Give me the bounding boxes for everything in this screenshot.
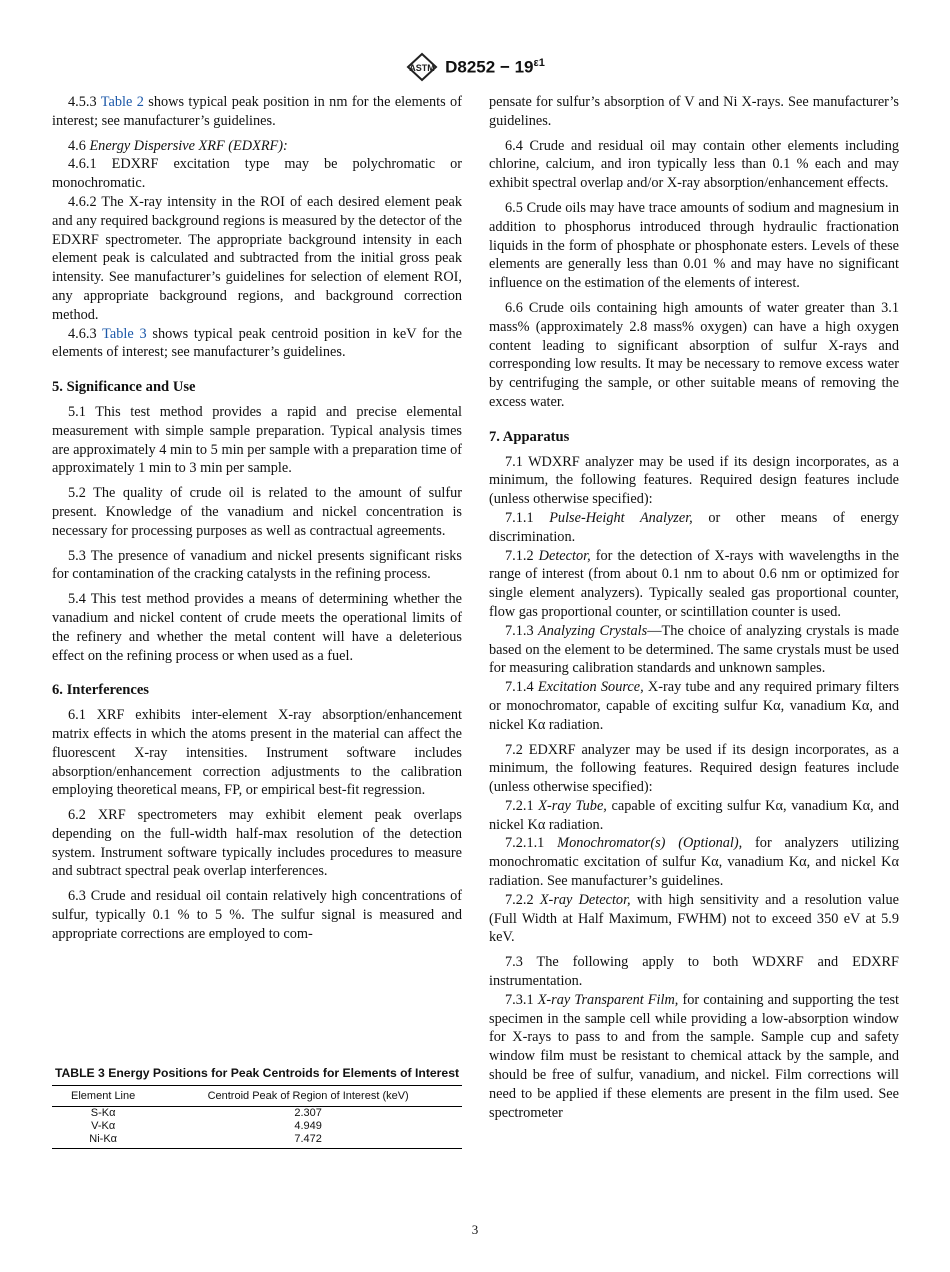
para-7-3-1: 7.3.1 X-ray Transparent Film, for containing and supporting the test specimen in the sample cell while providing a low-absorption window for X-rays to pass to and from the sample. Sample cup and safety window film must be resistant to chemical attack by the sample, and should be free of sulfur, vanadium, and nickel. Film corrections will need to be applied if these elements are present in the film used. See spectrometer xyxy=(489,991,900,1121)
para-7-2-1: 7.2.1 X-ray Tube, capable of exciting sulfur Kα, vanadium Kα, and nickel Kα radiation. xyxy=(489,797,899,833)
para-7-1-3: 7.1.3 Analyzing Crystals—The choice of analyzing crystals is made based on the element to be determined. The same crystals must be used for measuring calibration standards and unknown samples. xyxy=(489,622,899,677)
section-6-heading: 6. Interferences xyxy=(52,682,149,699)
section-5-heading: 5. Significance and Use xyxy=(52,379,196,396)
para-4-6-2: 4.6.2 The X-ray intensity in the ROI of each desired element peak and any required background regions is measured by the detector of the EDXRF spectrometer. The appropriate background intensity in each element peak is calculated and subtracted from the initial gross peak intensity. See manufacturer’s guidelines for selection of element ROI, any appropriate background regions, and background correction method. xyxy=(52,193,462,323)
table-row xyxy=(52,1120,462,1133)
para-7-1-4: 7.1.4 Excitation Source, X-ray tube and any required primary filters or monochromator, capable of exciting sulfur Kα, vanadium Kα, and nickel Kα radiation. xyxy=(489,679,900,733)
para-6-2: 6.2 XRF spectrometers may exhibit element peak overlaps depending on the full-width half-max resolution of the detection system. Instrument software typically includes procedures to measure and subtract spectral peak overlap interferences. xyxy=(52,807,462,880)
para-7-1: 7.1 WDXRF analyzer may be used if its design incorporates, as a minimum, the following features. Required design features include (unless otherwise specified): xyxy=(489,453,899,508)
page-header xyxy=(0,52,950,82)
table-3-header-centroid: Centroid Peak of Region of Interest (keV) xyxy=(154,1086,462,1107)
para-6-1: 6.1 XRF exhibits inter-element X-ray absorption/enhancement matrix effects in which the atoms present in the material can affect the fluorescent X-ray intensities. Instrument software includes absorption/enhancement correction adjustments to the calibration employing theoretical means, FP, or empirical best-fit regression. xyxy=(52,707,462,799)
table-3 xyxy=(52,1066,462,1149)
para-5-2: 5.2 The quality of crude oil is related to the amount of sulfur present. Knowledge of the vanadium and nickel concentration is necessary for processing purposes as well as contractual agreements. xyxy=(52,485,462,539)
para-5-3: 5.3 The presence of vanadium and nickel presents significant risks for contamination of the cracking catalysts in the refining process. xyxy=(52,547,462,583)
left-column xyxy=(52,93,462,944)
para-6-3: 6.3 Crude and residual oil contain relatively high concentrations of sulfur, typically 0.1 % to 5 %. The sulfur signal is measured and appropriate corrections are employed to com- xyxy=(52,888,462,942)
para-6-3-continued: pensate for sulfur’s absorption of V and Ni X-rays. See manufacturer’s guidelines. xyxy=(489,94,899,129)
para-7-2-2: 7.2.2 X-ray Detector, with high sensitivity and a resolution value (Full Width at Half Maximum, FWHM) not to exceed 350 eV at 5.9 keV. xyxy=(489,891,899,946)
table-3-header-element-line: Element Line xyxy=(52,1086,154,1107)
page-number: 3 xyxy=(471,1222,479,1237)
table-row xyxy=(52,1107,462,1121)
section-7-heading: 7. Apparatus xyxy=(489,428,570,445)
table-cell-value: 7.472 xyxy=(154,1133,462,1149)
table-cell-element: V-Kα xyxy=(91,1120,116,1132)
para-7-1-2: 7.1.2 Detector, for the detection of X-rays with wavelengths in the range of interest (from about 0.1 nm to about 0.6 nm or optimized for single element analyzers). Typically sealed gas proportional counter, flow gas proportional counter, or scintillation counter is used. xyxy=(489,547,899,620)
right-column xyxy=(489,93,899,1122)
table-2-link[interactable]: Table 2 xyxy=(100,94,144,110)
table-cell-element: Ni-Kα xyxy=(52,1133,154,1149)
document-id: $D8252 - 19^{\varepsilon 1}$ xyxy=(445,56,545,77)
table-3-link[interactable]: Table 3 xyxy=(102,325,147,342)
para-6-6: 6.6 Crude oils containing high amounts of water greater than 3.1 mass% (approximately 2.8 mass% oxygen) can have a high oxygen content leading to significant absorption of sulfur X-rays and corresponding low results. It may be necessary to remove excess water by centrifuging the sample, or other suitable means of removing the excess water. xyxy=(489,299,899,410)
document-id-superscript: ε1 xyxy=(533,56,545,69)
table-row xyxy=(52,1133,462,1149)
para-4-6-1: 4.6.1 EDXRF excitation type may be polychromatic or monochromatic. xyxy=(52,156,462,192)
para-6-4: 6.4 Crude and residual oil may contain other elements including chlorine, calcium, and iron typically less than 0.1 % each and may exhibit spectral overlap and/or X-ray absorption/enhancement effects. xyxy=(489,137,899,192)
table-3-caption: TABLE 3 Energy Positions for Peak Centroids for Elements of Interest xyxy=(54,1066,460,1080)
table-cell-value: 2.307 xyxy=(294,1107,322,1119)
table-cell-element: S-Kα xyxy=(90,1107,116,1119)
para-5-1: 5.1 This test method provides a rapid and precise elemental measurement with simple sample preparation. Typical analysis times are approximately 4 min to 5 min per sample with a preparation time of approximately 1 min to 3 min per sample. xyxy=(52,403,462,477)
para-7-1-1: 7.1.1 Pulse-Height Analyzer, or other means of energy discrimination. xyxy=(489,509,900,545)
para-7-2-1-1: 7.2.1.1 Monochromator(s) (Optional), for analyzers utilizing monochromatic excitation of sulfur Kα, vanadium Kα, and nickel Kα radiation. See manufacturer’s guidelines. xyxy=(489,835,900,890)
para-4-6-3: 4.6.3 Table 3 shows typical peak centroid position in keV for the elements of interest; see manufacturer’s guidelines. xyxy=(52,325,462,361)
astm-logo-icon xyxy=(405,52,439,82)
table-cell-value: 4.949 xyxy=(294,1120,322,1132)
para-7-2: 7.2 EDXRF analyzer may be used if its design incorporates, as a minimum, the following features. Required design features include (unless otherwise specified): xyxy=(489,741,899,796)
para-4-5-3: 4.5.3 Table 2 shows typical peak position in nm for the elements of interest; see manufacturer’s guidelines. xyxy=(52,94,462,129)
para-4-6: 4.6 Energy Dispersive XRF (EDXRF): xyxy=(68,137,288,154)
para-5-4: 5.4 This test method provides a means of determining whether the vanadium and nickel content of crude meets the operational limits of the refinery and whether the metal content will have a deleterious effect on the refining process or when used as a fuel. xyxy=(52,591,462,664)
para-7-3: 7.3 The following apply to both WDXRF and EDXRF instrumentation. xyxy=(489,954,899,990)
para-6-5: 6.5 Crude oils may have trace amounts of sodium and magnesium in addition to phosphorus introduced through hydraulic fractionation liquids in the form of phosphate or phosphonate esters. Levels of these elements are generally less than 0.01 % and may have no significant influence on the estimation of the elements of interest. xyxy=(489,199,899,292)
table-3-grid xyxy=(52,1085,462,1149)
logo-text: ASTM xyxy=(409,63,435,73)
